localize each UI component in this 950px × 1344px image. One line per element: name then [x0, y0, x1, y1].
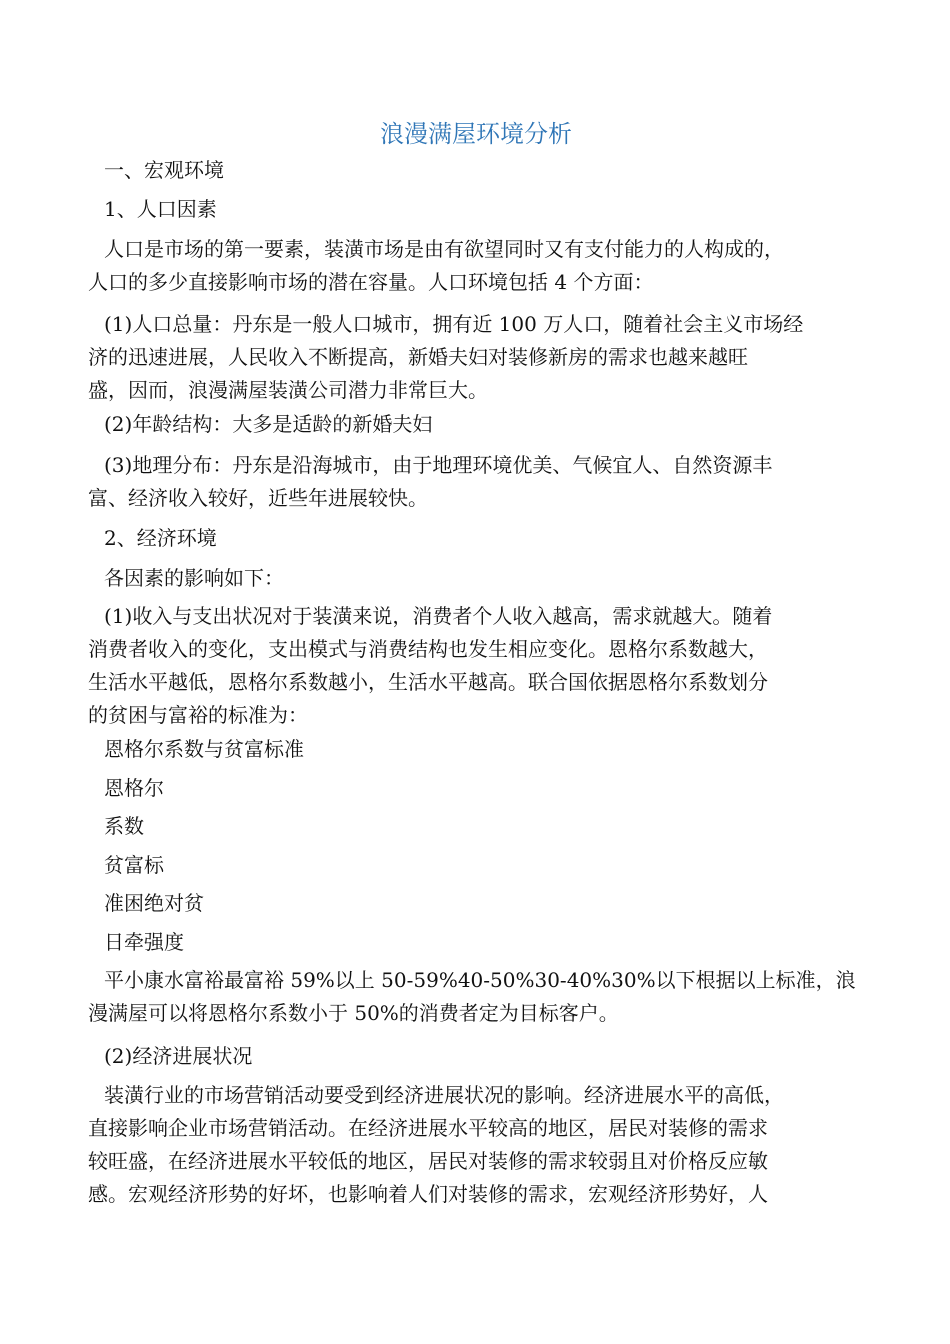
text-line: 装潢行业的市场营销活动要受到经济进展状况的影响。经济进展水平的高低，: [104, 1083, 784, 1107]
text-line: (3)地理分布：丹东是沿海城市，由于地理环境优美、气候宜人、自然资源丰: [104, 453, 773, 477]
paragraph-engel-values: [88, 964, 864, 1030]
table-text-coefficient: 系数: [104, 814, 144, 838]
paragraph-income-expenditure: [88, 600, 864, 732]
text-line: 济的迅速进展，人民收入不断提高，新婚夫妇对装修新房的需求也越来越旺: [88, 345, 748, 369]
heading-macro-environment: 一、宏观环境: [104, 158, 224, 182]
text-line: 直接影响企业市场营销活动。在经济进展水平较高的地区，居民对装修的需求: [88, 1116, 768, 1140]
text-line: (1)收入与支出状况对于装潢来说，消费者个人收入越高，需求就越大。随着: [104, 604, 773, 628]
text-line: 平小康水富裕最富裕 59%以上 50-59%40-50%30-40%30%以下根据以上标准，浪: [104, 968, 856, 992]
text-line: 人口是市场的第一要素，装潢市场是由有欲望同时又有支付能力的人构成的，: [104, 237, 784, 261]
text-line: 盛，因而，浪漫满屋装潢公司潜力非常巨大。: [88, 378, 488, 402]
text-line: 消费者收入的变化，支出模式与消费结构也发生相应变化。恩格尔系数越大，: [88, 637, 768, 661]
text-line: 富、经济收入较好，近些年进展较快。: [88, 486, 428, 510]
heading-economic-development: (2)经济进展状况: [104, 1044, 253, 1068]
table-text-standard: 贫富标: [104, 853, 164, 877]
text-line: 生活水平越低，恩格尔系数越小，生活水平越高。联合国依据恩格尔系数划分: [88, 670, 768, 694]
paragraph-economic-development: [88, 1079, 864, 1211]
paragraph-population-intro: [88, 233, 864, 299]
text-line: 较旺盛，在经济进展水平较低的地区，居民对装修的需求较弱且对价格反应敏: [88, 1149, 768, 1173]
paragraph-age-structure: (2)年龄结构：大多是适龄的新婚夫妇: [104, 412, 433, 436]
heading-economic-environment: 2、经济环境: [104, 526, 217, 550]
text-line: 感。宏观经济形势的好坏，也影响着人们对装修的需求，宏观经济形势好，人: [88, 1182, 768, 1206]
paragraph-geographic-distribution: [88, 449, 864, 515]
table-text-degree: 日牵强度: [104, 930, 184, 954]
paragraph-population-total: [88, 308, 864, 407]
text-line: (1)人口总量：丹东是一般人口城市，拥有近 100 万人口，随着社会主义市场经: [104, 312, 804, 336]
table-text-poverty: 准困绝对贫: [104, 891, 204, 915]
table-text-engel: 恩格尔: [104, 776, 164, 800]
table-caption-engel: 恩格尔系数与贫富标准: [104, 737, 304, 761]
text-line: 的贫困与富裕的标准为：: [88, 703, 308, 727]
text-line: 人口的多少直接影响市场的潜在容量。人口环境包括 4 个方面：: [88, 270, 654, 294]
heading-population-factors: 1、人口因素: [104, 197, 217, 221]
document-title: 浪漫满屋环境分析: [380, 120, 572, 148]
text-line: 漫满屋可以将恩格尔系数小于 50%的消费者定为目标客户。: [88, 1001, 619, 1025]
paragraph-factors-intro: 各因素的影响如下：: [104, 566, 284, 590]
